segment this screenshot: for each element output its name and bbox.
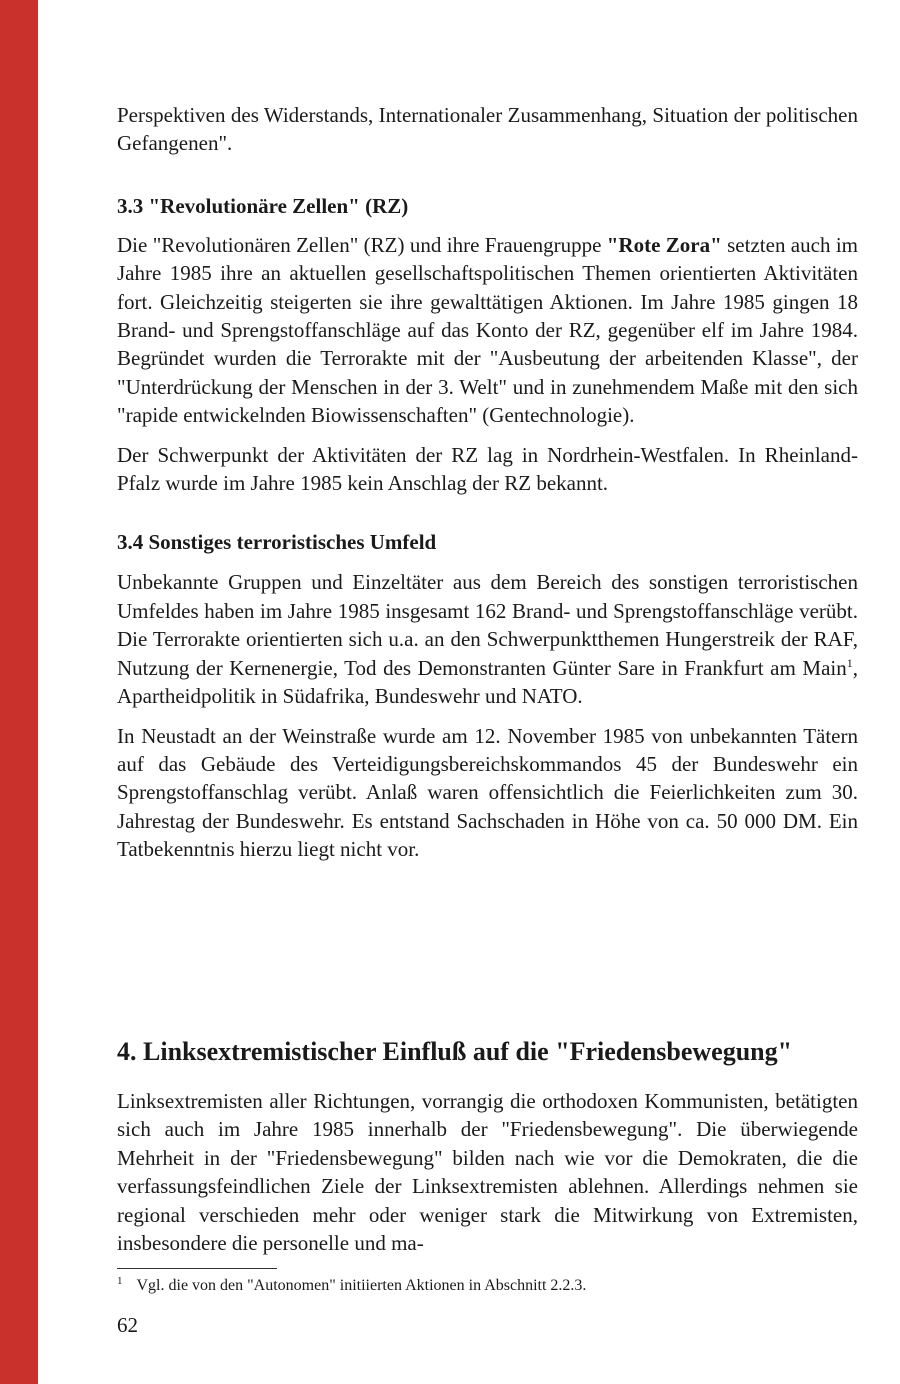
- section-3-4-heading: 3.4 Sonstiges terroristisches Umfeld: [117, 530, 437, 555]
- page-edge-bar: [0, 0, 38, 1384]
- section-4-text: [117, 1087, 858, 1257]
- footnote: [117, 1275, 858, 1297]
- section-3-3-paragraph-2: Der Schwerpunkt der Aktivitäten der RZ lag in Nordrhein-Westfalen. In Rheinland-Pfalz wurde im Jahre 1985 kein Anschlag der RZ bekannt.: [117, 442, 858, 496]
- section-4-heading: 4. Linksextremistischer Einfluß auf die "Friedensbewegung": [117, 1037, 793, 1066]
- section-4-paragraph-1: Linksextremisten aller Richtungen, vorrangig die orthodoxen Kommunisten, betätigten sich auch im Jahre 1985 innerhalb der "Friedensbewegung". Die überwiegende Mehrheit in der "Friedensbewegung" bilden nach wie vor die Demokraten, die die verfassungsfeindlichen Ziele der Linksextremisten ablehnen. Allerdings nehmen sie regional verschieden mehr oder weniger stark die Mitwirkung von Extremisten, insbesondere die personelle und ma-: [117, 1089, 858, 1256]
- intro-paragraph: Perspektiven des Widerstands, Internationaler Zusammenhang, Situation der politischen Gefangenen".: [117, 103, 858, 156]
- main-text: [117, 101, 858, 864]
- text-run: setzten auch im Jahre 1985 ihre an aktuellen gesellschaftspolitischen Themen orientierten Aktivitäten fort. Gleichzeitig steigerten sie ihre gewalttätigen Aktionen. Im Jahre 1985 gingen 18 Brand- und Sprengstoffanschläge auf das Konto der RZ, gegenüber elf im Jahre 1984. Begründet wurden die Terrorakte mit der "Ausbeutung der arbeitenden Klasse", der "Unterdrückung der Menschen in der 3. Welt" und in zunehmendem Maße mit den sich "rapide entwickelnden Biowissenschaften" (Gentechnologie).: [117, 232, 858, 428]
- footnote-text: Vgl. die von den "Autonomen" initiierten Aktionen in Abschnitt 2.2.3.: [136, 1277, 587, 1294]
- text-run: , Apartheidpolitik in Südafrika, Bundeswehr und NATO.: [117, 655, 858, 709]
- text-run: Die "Revolutionären Zellen" (RZ) und ihre Frauengruppe: [117, 232, 607, 257]
- section-3-3-paragraph-1: [117, 231, 858, 430]
- footnote-reference: 1: [846, 655, 853, 670]
- footnote-marker: 1: [117, 1274, 123, 1287]
- bold-group-name: "Rote Zora": [606, 232, 722, 257]
- footnote-divider: [117, 1268, 277, 1269]
- section-3-4-paragraph-2: In Neustadt an der Weinstraße wurde am 12. November 1985 von unbekannten Tätern auf das Gebäude des Verteidigungsbereichskommandos 45 der Bundeswehr ein Sprengstoffanschlag verübt. Anlaß waren offensichtlich die Feierlichkeiten zum 30. Jahrestag der Bundeswehr. Es entstand Sachschaden in Höhe von ca. 50 000 DM. Ein Tatbekenntnis hierzu liegt nicht vor.: [117, 723, 858, 862]
- section-3-4-paragraph-1: [117, 568, 858, 710]
- page-number: 62: [117, 1313, 138, 1337]
- section-3-3-heading: 3.3 "Revolutionäre Zellen" (RZ): [117, 193, 409, 218]
- text-run: Unbekannte Gruppen und Einzeltäter aus dem Bereich des sonstigen terroristischen Umfeldes haben im Jahre 1985 insgesamt 162 Brand- und Sprengstoffanschläge verübt. Die Terrorakte orientierten sich u.a. an den Schwerpunktthemen Hungerstreik der RAF, Nutzung der Kernenergie, Tod des Demonstranten Günter Sare in Frankfurt am Main: [117, 570, 858, 680]
